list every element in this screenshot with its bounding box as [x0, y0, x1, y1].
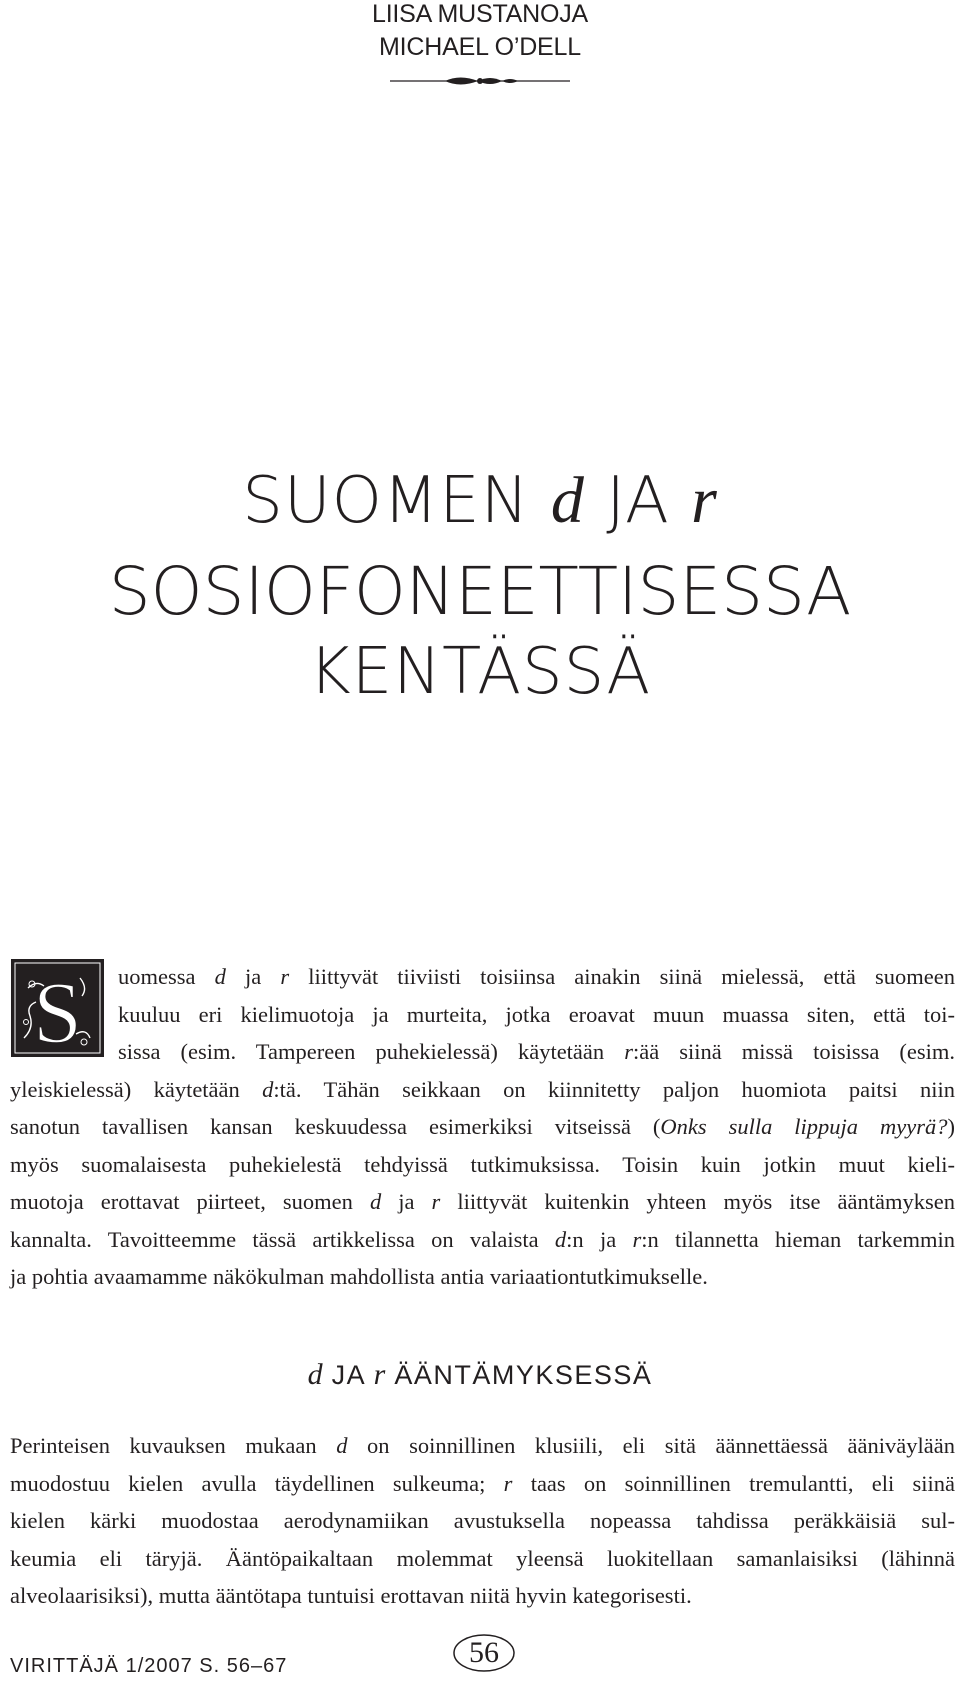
article-title-line-2: SOSIOFONEETTISESSA [108, 553, 852, 630]
section-heading: d JA r ÄÄNTÄMYKSESSÄ [307, 1358, 653, 1391]
intro-line: uomessa d ja r liittyvät tiiviisti toisiinsa ainakin siinä mielessä, että suomeen [118, 964, 955, 989]
intro-line: kuuluu eri kielimuotoja ja murteita, jotka eroavat muun muassa siten, että toi- [118, 1001, 955, 1027]
ornamental-rule-icon [390, 72, 570, 90]
section-paragraph [10, 1427, 955, 1615]
intro-line: myös suomalaisesta puhekielestä tehdyissä tutkimuksissa. Toisin kuin jotkin muut kieli- [10, 1151, 955, 1177]
page-number: 56 [469, 1636, 499, 1669]
journal-citation: VIRITTÄJÄ 1/2007 S. 56–67 [10, 1655, 288, 1677]
intro-line: sanotun tavallisen kansan keskuudessa esimerkiksi vitseissä (Onks sulla lippuja myyrä?) [10, 1114, 955, 1139]
section-line: Perinteisen kuvauksen mukaan d on soinnillinen klusiili, eli sitä äännettäessä ääniväylään [10, 1433, 955, 1458]
intro-line: sissa (esim. Tampereen puhekielessä) käytetään r:ää siinä missä toisissa (esim. [118, 1039, 956, 1064]
section-line: muodostuu kielen avulla täydellinen sulkeuma; r taas on soinnillinen tremulantti, eli siinä [10, 1470, 955, 1496]
intro-line: yleiskielessä) käytetään d:tä. Tähän seikkaan on kiinnitetty paljon huomiota paitsi niin [10, 1076, 955, 1102]
intro-line: ja pohtia avaamamme näkökulman mahdollista antia variaationtutkimukselle. [10, 1264, 708, 1289]
intro-line: muotoja erottavat piirteet, suomen d ja r liittyvät kuitenkin yhteen myös itse ääntämyksen [10, 1189, 955, 1214]
intro-line: kannalta. Tavoitteemme tässä artikkelissa on valaista d:n ja r:n tilannetta hieman tarkemmin [10, 1226, 956, 1252]
intro-paragraph [10, 958, 955, 1296]
author-name-1: LIISA MUSTANOJA [371, 0, 589, 28]
author-name-2: MICHAEL O’DELL [379, 33, 581, 61]
article-title-line-1: SUOMEN d JA r [242, 464, 718, 538]
article-title-line-3: KENTÄSSÄ [308, 635, 652, 709]
section-line: kielen kärki muodostaa aerodynamiikan avustuksella nopeassa tahdissa peräkkäisiä sul- [10, 1508, 955, 1533]
svg-text:S: S [33, 965, 82, 1058]
section-line: alveolaarisiksi), mutta ääntötapa tuntuisi erottavan niitä hyvin kategorisesti. [10, 1583, 692, 1608]
section-line: keumia eli täryjä. Ääntöpaikaltaan molemmat yleensä luokitellaan samanlaisiksi (lähinnä [10, 1545, 955, 1571]
